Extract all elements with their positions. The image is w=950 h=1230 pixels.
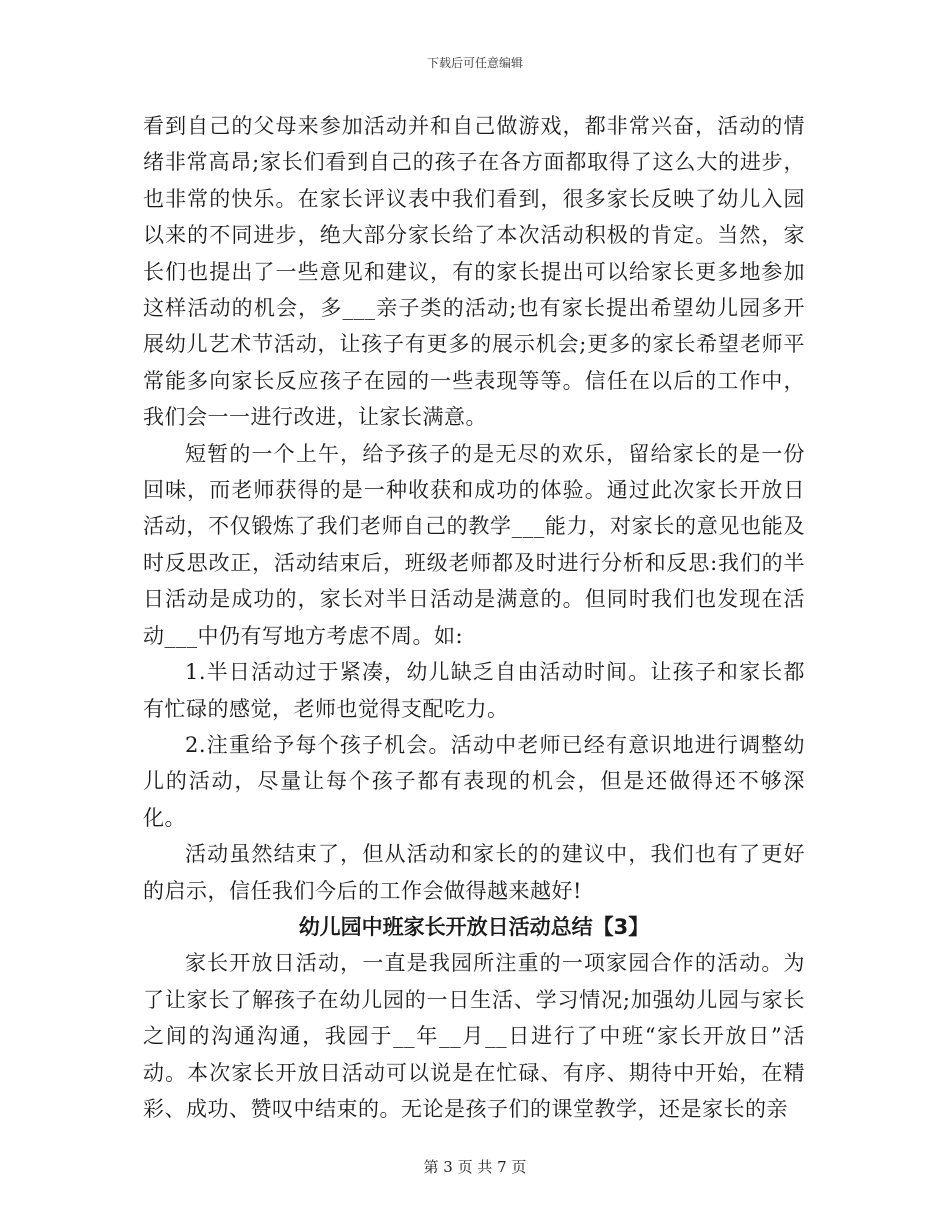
page-header: 下载后可任意编辑 (426, 56, 523, 70)
paragraph-continuation: 看到自己的父母来参加活动并和自己做游戏，都非常兴奋，活动的情绪非常高昂;家长们看到自己的孩子在各方面都取得了这么大的进步，也非常的快乐。在家长评议表中我们看到，很多家长反映了幼儿入园以来的不同进步，绝大部分家长给了本次活动积极的肯定。当然，家长们也提出了一些意见和建议，有的家长提出可以给家长更多地参加这样活动的机会，多___亲子类的活动;也有家长提出希望幼儿园多开展幼儿艺术节活动，让孩子有更多的展示机会;更多的家长希望老师平常能多向家长反应孩子在园的一些表现等等。信任在以后的工作中，我们会一一进行改进，让家长满意。 (143, 114, 805, 430)
page-footer: 第 3 页 共 7 页 (423, 1158, 527, 1176)
list-item-2: 2.注重给予每个孩子机会。活动中老师已经有意识地进行调整幼儿的活动，尽量让每个孩子都有表现的机会，但是还做得还不够深化。 (143, 732, 805, 830)
document-body (143, 108, 805, 1127)
section-title: 幼儿园中班家长开放日活动总结【3】 (298, 914, 650, 939)
paragraph-reflection: 短暂的一个上午，给予孩子的是无尽的欢乐，留给家长的是一份回味，而老师获得的是一种收获和成功的体验。通过此次家长开放日活动，不仅锻炼了我们老师自己的教学___能力，对家长的意见也能及时反思改正，活动结束后，班级老师都及时进行分析和反思:我们的半日活动是成功的，家长对半日活动是满意的。但同时我们也发现在活动___中仍有写地方考虑不周。如: (143, 441, 805, 648)
list-item-1: 1.半日活动过于紧凑，幼儿缺乏自由活动时间。让孩子和家长都有忙碌的感觉，老师也觉得支配吃力。 (143, 660, 805, 721)
section-paragraph: 家长开放日活动，一直是我园所注重的一项家园合作的活动。为了让家长了解孩子在幼儿园的一日生活、学习情况;加强幼儿园与家长之间的沟通沟通，我园于__年__月__日进行了中班“家长开放日”活动。本次家长开放日活动可以说是在忙碌、有序、期待中开始，在精彩、成功、赞叹中结束的。无论是孩子们的课堂教学，还是家长的亲 (143, 951, 805, 1121)
paragraph-conclusion: 活动虽然结束了，但从活动和家长的的建议中，我们也有了更好的启示，信任我们今后的工作会做得越来越好! (143, 842, 805, 903)
